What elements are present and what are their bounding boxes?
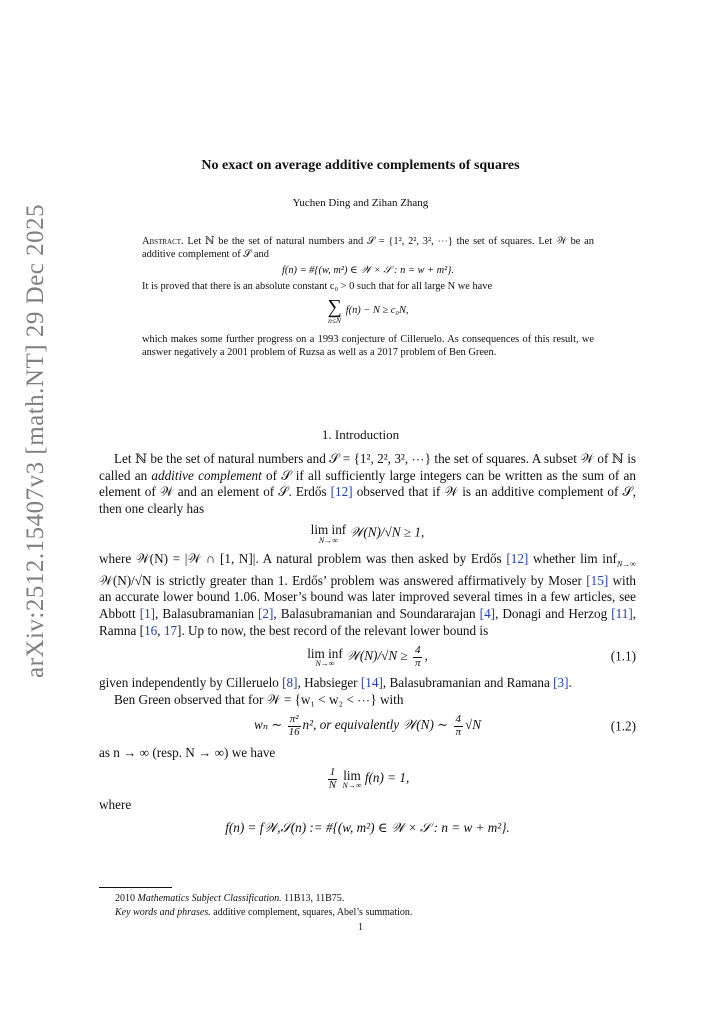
equation-number: (1.1) bbox=[610, 648, 636, 664]
citation-link[interactable]: [8] bbox=[282, 675, 298, 691]
page-number: 1 bbox=[358, 922, 363, 933]
footnote-msc: 2010 Mathematics Subject Classification. 11B13, 11B75. bbox=[115, 893, 345, 904]
footnote-rule bbox=[99, 887, 172, 888]
citation-link[interactable]: [12] bbox=[506, 550, 529, 566]
citation-link[interactable]: [11] bbox=[611, 606, 633, 621]
equation-1-2: wₙ ∼ $\frac{\text{π²}}{16}$ n², or equivalently 𝒲(N) ∼ $\frac{4}{\pi}$ √N (1.2) bbox=[253, 713, 636, 739]
abstract-display-1: f(n) = #{(w, m²) ∈ 𝒲 × 𝒮 : n = w + m²}. bbox=[281, 265, 455, 276]
citation-link[interactable]: [4] bbox=[479, 606, 496, 621]
footnote-keywords: Key words and phrases. additive complement, squares, Abel’s summation. bbox=[115, 907, 413, 918]
abstract-paragraph-1 bbox=[142, 235, 594, 261]
abstract bbox=[142, 235, 594, 359]
equation-f-definition: f(n) = f𝒲,𝒮(n) := #{(w, m²) ∈ 𝒲 × 𝒮 : n = w + m²}. bbox=[225, 819, 510, 835]
equation-limit-average: $\frac{1}{N}$ lim N→∞ f(n) = 1, bbox=[328, 766, 410, 791]
abstract-paragraph-2: It is proved that there is an absolute constant c₀ > 0 such that for all large N we have bbox=[142, 281, 493, 292]
equation-liminf: lim inf N→∞ 𝒲(N)/√N ≥ 1, bbox=[310, 522, 425, 545]
paper-authors: Yuchen Ding and Zihan Zhang bbox=[292, 197, 429, 209]
abstract-text-1: Let ℕ be the set of natural numbers and 𝒮 = {1², 2², 3², ⋯} the set of squares. Let 𝒲 be an additive complement of 𝒮 and bbox=[142, 236, 594, 260]
equation-number: (1.2) bbox=[610, 718, 636, 734]
paragraph-3: given independently by Cilleruelo [8], Habsieger [14], Balasubramanian and Ramana [3]. bbox=[99, 675, 572, 691]
citation-link[interactable]: [15] bbox=[586, 572, 609, 588]
citation-link[interactable]: [14] bbox=[360, 675, 383, 691]
paragraph-4: Ben Green observed that for 𝒲 = {w₁ < w₂ < ⋯} with bbox=[114, 691, 404, 707]
paragraph-2: where 𝒲(N) = |𝒲 ∩ [1, N]|. A natural problem was then asked by Erdős [12] whether lim inf$_{N\to\infty}$ 𝒲(N)/√N is strictly greater than 1. Erdős’ problem was answered affirmatively by Moser [15] with an accurate lower bound 1.06. Moser’s bound was later improved several times in a few articles, see Abbott [1], Balasubramanian [2], Balasubramanian and Soundararajan [4], Donagi and Herzog [11], Ramna [16, 17]. Up to now, the best record of the relevant lower bound is bbox=[99, 550, 637, 638]
paragraph-6: where bbox=[99, 797, 132, 813]
citation-link[interactable]: [3] bbox=[553, 675, 569, 691]
citation-link[interactable]: 16 bbox=[144, 622, 158, 638]
body-text bbox=[99, 451, 636, 842]
abstract-paragraph-3: which makes some further progress on a 1993 conjecture of Cilleruelo. As consequences of this result, we answer negatively a 2001 problem of Ruzsa as well as a 2017 problem of Ben Green. bbox=[142, 333, 594, 358]
footnotes bbox=[115, 892, 636, 920]
citation-link[interactable]: [2] bbox=[258, 606, 274, 621]
abstract-display-2: ∑ n≤N f(n) − N ≥ c₀N, bbox=[327, 296, 409, 325]
paper-title: No exact on average additive complements of squares bbox=[201, 158, 520, 173]
paragraph-5: as n → ∞ (resp. N → ∞) we have bbox=[99, 744, 276, 760]
abstract-label: Abstract. bbox=[142, 236, 184, 247]
paragraph-1: Let ℕ be the set of natural numbers and 𝒮 = {1², 2², 3², ⋯} the set of squares. A subset 𝒲 of ℕ is called an additive complement of 𝒮 if all sufficiently large integers can be written as the sum of an element of 𝒲 and an element of 𝒮. Erdős [12] observed that if 𝒲 is an additive complement of 𝒮, then one clearly has bbox=[99, 451, 636, 516]
sum-expression: f(n) − N ≥ c₀N, bbox=[345, 305, 409, 317]
citation-link[interactable]: [1] bbox=[139, 606, 156, 621]
citation-link[interactable]: 17 bbox=[163, 622, 178, 638]
citation-link[interactable]: [12] bbox=[330, 484, 353, 500]
equation-1-1: lim inf N→∞ 𝒲(N)/√N ≥ $\frac{4}{\pi}$ , (1.1) bbox=[307, 644, 636, 669]
sum-subscript: n≤N bbox=[328, 316, 342, 325]
section-heading: 1. Introduction bbox=[321, 427, 400, 442]
term-additive-complement: additive complement bbox=[151, 467, 262, 483]
arxiv-stamp: arXiv:2512.15407v3 [math.NT] 29 Dec 2025 bbox=[22, 203, 49, 678]
